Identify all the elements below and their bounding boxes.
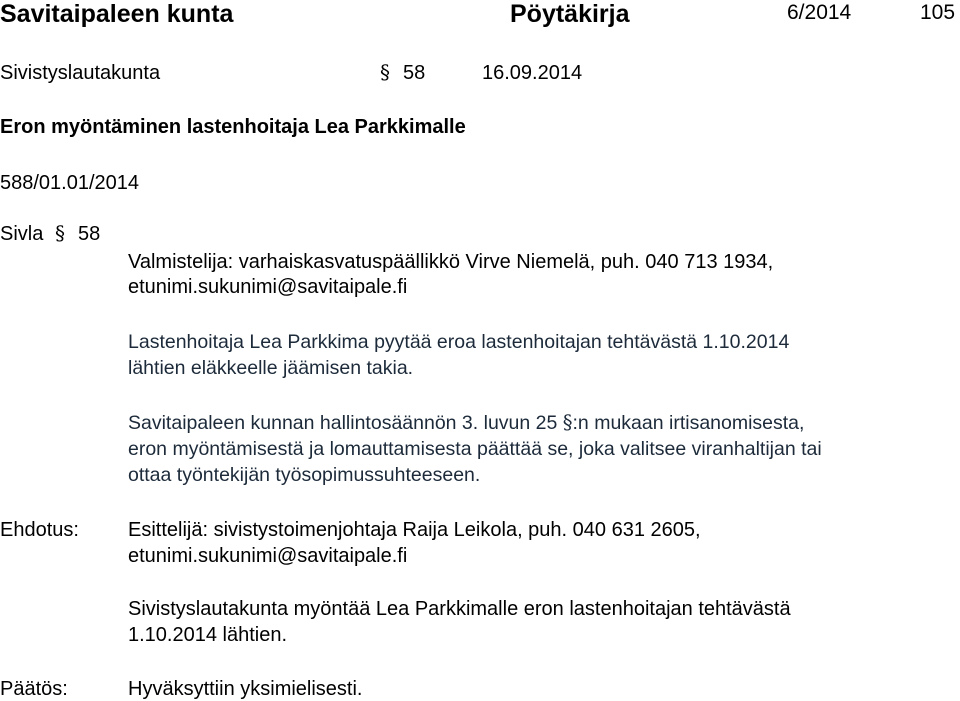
code-label: Sivla xyxy=(0,223,44,245)
presenter-line-1: Esittelijä: sivistystoimenjohtaja Raija Leikola, puh. 040 631 2605, xyxy=(128,519,701,541)
presenter-line-2: etunimi.sukunimi@savitaipale.fi xyxy=(128,545,408,567)
matter-title: Eron myöntäminen lastenhoitaja Lea Parkkimalle xyxy=(0,116,466,138)
paragraph-1-line-1: Lastenhoitaja Lea Parkkima pyytää eroa lastenhoitajan tehtävästä 1.10.2014 xyxy=(128,331,790,353)
code-section-number: 58 xyxy=(78,223,101,245)
paragraph-1-line-2: lähtien eläkkeelle jäämisen takia. xyxy=(128,357,414,379)
paragraph-2-line-1 xyxy=(128,411,804,435)
preparer-line-1: Valmistelija: varhaiskasvatuspäällikkö Virve Niemelä, puh. 040 713 1934, xyxy=(128,251,774,273)
paragraph-2-line-1-post: :n mukaan irtisanomisesta, xyxy=(572,412,805,434)
committee-name: Sivistyslautakunta xyxy=(0,62,161,84)
proposal-label: Ehdotus: xyxy=(0,519,79,541)
preparer-line-2: etunimi.sukunimi@savitaipale.fi xyxy=(128,276,408,298)
paragraph-2-line-3: ottaa työntekijän työsopimussuhteeseen. xyxy=(128,464,481,486)
page-number: 105 xyxy=(920,1,956,24)
proposal-text-line-1: Sivistyslautakunta myöntää Lea Parkkimalle eron lastenhoitajan tehtävästä xyxy=(128,598,791,620)
decision-label: Päätös: xyxy=(0,678,68,700)
paragraph-2-section-symbol: § xyxy=(562,411,573,434)
decision-text: Hyväksyttiin yksimielisesti. xyxy=(128,678,363,700)
paragraph-2-line-1-pre: Savitaipaleen kunnan hallintosäännön 3. luvun 25 xyxy=(128,412,563,434)
document-type: Pöytäkirja xyxy=(510,0,630,28)
proposal-text-line-2: 1.10.2014 lähtien. xyxy=(128,624,288,646)
code-section-symbol: § xyxy=(55,221,65,245)
section-symbol: § xyxy=(380,60,390,84)
section-number: 58 xyxy=(403,62,426,84)
issue-number: 6/2014 xyxy=(787,1,852,24)
meeting-date: 16.09.2014 xyxy=(482,62,583,84)
paragraph-2-line-2: eron myöntämisestä ja lomauttamisesta päättää se, joka valitsee viranhaltijan tai xyxy=(128,438,822,460)
matter-reference: 588/01.01/2014 xyxy=(0,172,140,194)
org-name: Savitaipaleen kunta xyxy=(0,0,234,28)
